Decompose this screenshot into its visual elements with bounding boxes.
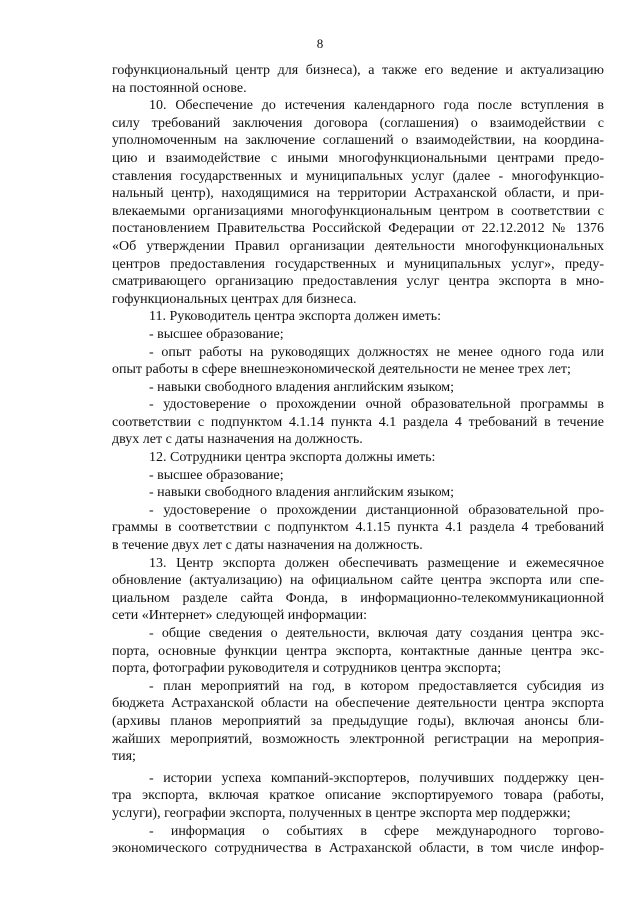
text-line: силу требований заключения договора (соглашения) о взаимодействии с [112, 115, 604, 131]
page-number: 8 [316, 36, 324, 51]
text-line: обновление (актуализацию) на официальном сайте центра экспорта или спе- [112, 573, 604, 589]
text-line: граммы в соответствии с подпунктом 4.1.15 пункта 4.1 раздела 4 требований [112, 520, 604, 536]
text-line: сети «Интернет» следующей информации: [112, 608, 367, 624]
text-line: 12. Сотрудники центра экспорта должны иметь: [149, 450, 436, 466]
text-line: экономического сотрудничества в Астраханской области, в том числе инфор- [112, 841, 604, 857]
text-line: (архивы планов мероприятий за предыдущие годы), включая анонсы бли- [112, 713, 604, 729]
text-line: уполномоченным на заключение соглашений о взаимодействии, на координа- [112, 133, 604, 149]
text-line: - опыт работы на руководящих должностях не менее одного года или [149, 344, 604, 360]
text-line: - высшее образование; [149, 326, 284, 342]
text-line: тра экспорта, включая краткое описание экспортируемого товара (работы, [112, 788, 604, 804]
text-line: порта, фотографии руководителя и сотрудников центра экспорта; [112, 661, 502, 677]
text-line: - высшее образование; [149, 467, 284, 483]
text-line: на постоянной основе. [112, 80, 247, 96]
text-line: - истории успеха компаний-экспортеров, получивших поддержку цен- [149, 770, 604, 786]
text-line: гофункциональный центр для бизнеса), а также его ведение и актуализацию [112, 63, 604, 78]
text-line: - план мероприятий на год, в котором предоставляется субсидия из [149, 678, 604, 694]
text-line: двух лет с даты назначения на должность. [112, 432, 363, 448]
text-line: циальном разделе сайта Фонда, в информационно-телекоммуникационной [112, 590, 604, 606]
text-line: опыт работы в сфере внешнеэкономической деятельности не менее трех лет; [112, 362, 571, 378]
text-line: - информация о событиях в сфере международного торгово- [149, 823, 604, 839]
text-line: центров предоставления государственных и муниципальных услуг», преду- [112, 256, 604, 272]
text-line: сматривающего организацию предоставления услуг центра экспорта в мно- [112, 274, 604, 290]
text-line: гофункциональных центрах для бизнеса. [112, 291, 357, 307]
text-line: - удостоверение о прохождении дистанционной образовательной про- [149, 502, 604, 518]
text-line: в течение двух лет с даты назначения на должность. [112, 538, 423, 554]
text-line: соответствии с подпунктом 4.1.14 пункта 4.1 раздела 4 требований в течение [112, 414, 604, 430]
text-line: - навыки свободного владения английским языком; [149, 379, 455, 395]
text-line: нальный центр), находящимися на территории Астраханской области, и при- [112, 186, 604, 202]
text-line: - навыки свободного владения английским языком; [149, 485, 455, 501]
text-line: 10. Обеспечение до истечения календарного года после вступления в [149, 98, 604, 114]
text-line: 11. Руководитель центра экспорта должен иметь: [149, 309, 442, 325]
text-line: жайших мероприятий, возможность электронной регистрации на мероприя- [112, 731, 604, 747]
text-line: «Об утверждении Правил организации деятельности многофункциональных [112, 238, 604, 254]
text-line: порта, основные функции центра экспорта, контактные данные центра экс- [112, 643, 604, 659]
text-line: цию и взаимодействие с иными многофункциональными центрами предо- [112, 150, 604, 166]
text-line: влекаемыми организациями многофункциональным центром в соответствии с [112, 203, 604, 219]
text-line: постановлением Правительства Российской Федерации от 22.12.2012 № 1376 [112, 221, 604, 237]
document-body [112, 62, 604, 858]
text-line: бюджета Астраханской области на обеспечение деятельности центра экспорта [112, 696, 604, 712]
text-line: тия; [112, 749, 136, 765]
text-line: услуги), географии экспорта, полученных в центре экспорта мер поддержки; [112, 805, 571, 821]
text-line: - удостоверение о прохождении очной образовательной программы в [149, 397, 604, 413]
text-line: - общие сведения о деятельности, включая дату создания центра экс- [149, 626, 604, 641]
text-line: 13. Центр экспорта должен обеспечивать размещение и ежемесячное [149, 555, 604, 571]
text-line: ставления государственных и муниципальных услуг (далее - многофункцио- [112, 168, 604, 184]
